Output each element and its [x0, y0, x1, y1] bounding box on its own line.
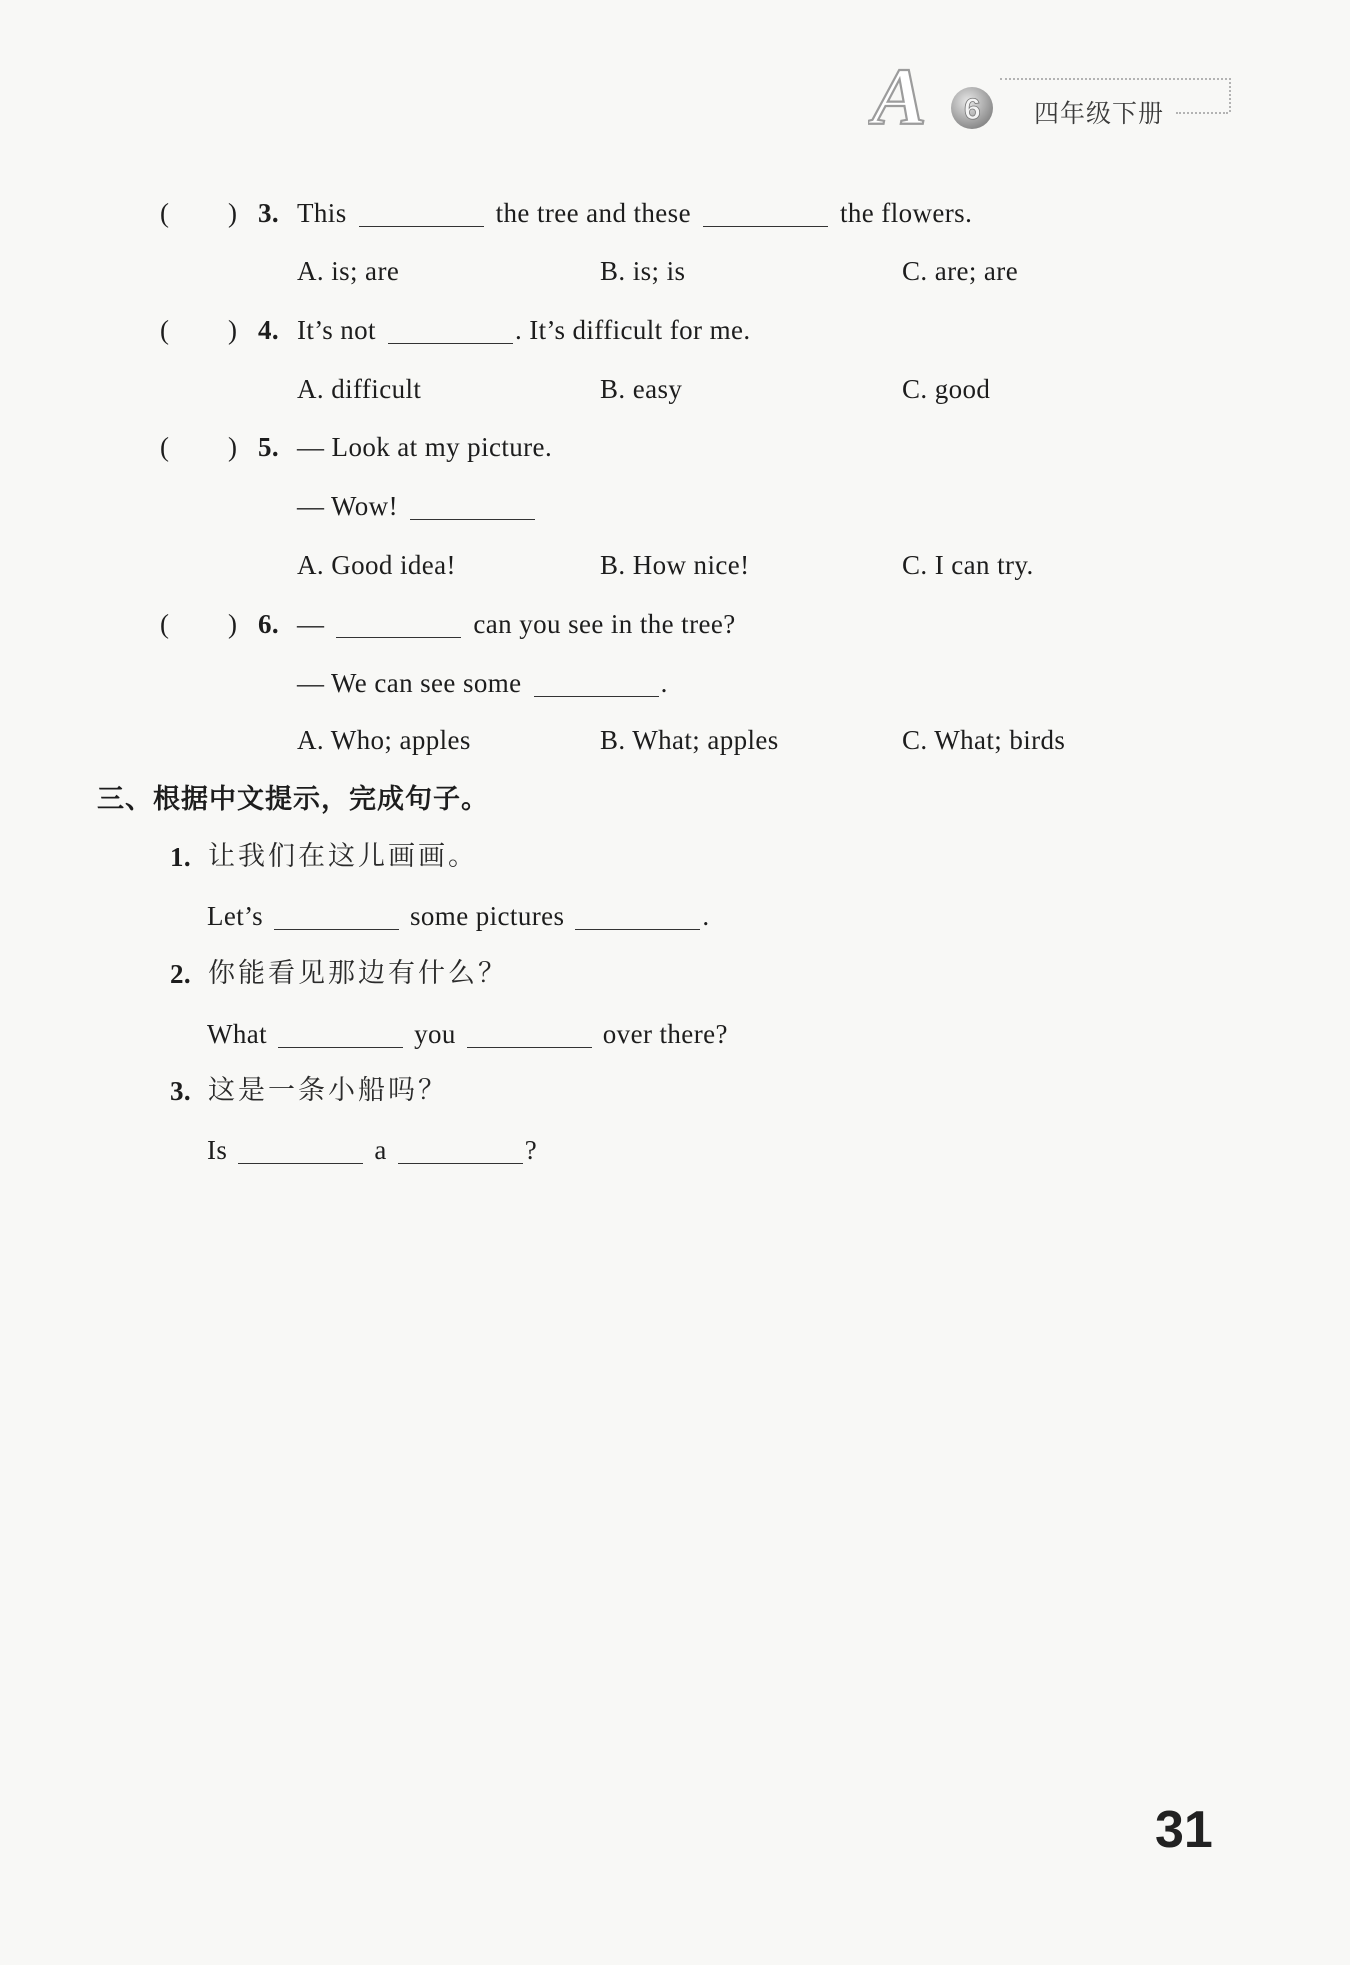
question-number: 3.	[258, 198, 280, 228]
answer-blank	[398, 1141, 523, 1164]
dialogue-line-1: — Look at my picture.	[297, 432, 553, 462]
chinese-prompt: 你能看见那边有什么？	[208, 958, 508, 989]
question-text	[297, 313, 751, 347]
answer-bracket-open: (	[160, 315, 170, 345]
sentence-1-prompt	[0, 840, 1350, 874]
answer-blank	[534, 674, 659, 697]
question-4	[0, 313, 1350, 347]
logo-letter: A	[872, 51, 927, 138]
item-number: 3.	[170, 1076, 192, 1106]
answer-blank	[278, 1025, 403, 1048]
chinese-prompt: 这是一条小船吗？	[208, 1075, 448, 1106]
english-sentence	[207, 1133, 537, 1167]
english-sentence	[207, 899, 710, 933]
question-text	[297, 196, 972, 230]
header-dotted-rule	[1000, 78, 1231, 80]
text-segment: . It’s difficult for me.	[514, 315, 751, 345]
grade-label: 四年级下册	[1034, 99, 1165, 128]
header-dotted-rule-tail	[1176, 112, 1228, 114]
text-segment: Is	[207, 1135, 228, 1165]
text-segment: the flowers.	[839, 198, 973, 228]
question-5	[0, 430, 1350, 464]
text-segment: the tree and these	[495, 198, 691, 228]
text-segment: .	[702, 901, 710, 931]
text-segment: It’s not	[297, 315, 376, 345]
a6-logo	[868, 48, 1008, 138]
question-6-options	[0, 723, 1350, 757]
option-b: B. is; is	[600, 256, 686, 286]
section-3-heading	[0, 783, 1350, 817]
answer-blank	[410, 497, 535, 520]
answer-blank	[336, 615, 461, 638]
answer-bracket-close: )	[228, 432, 238, 462]
text-segment: can you see in the tree?	[473, 609, 736, 639]
text-segment: some pictures	[410, 901, 565, 931]
dialogue-line-2	[297, 489, 547, 523]
text-segment: over there?	[602, 1019, 728, 1049]
answer-blank	[359, 204, 484, 227]
text-segment: you	[414, 1019, 456, 1049]
option-c: C. good	[902, 374, 991, 404]
answer-blank	[467, 1025, 592, 1048]
option-a: A. Who; apples	[297, 725, 471, 755]
text-segment: This	[297, 198, 347, 228]
answer-bracket-open: (	[160, 432, 170, 462]
answer-blank	[703, 204, 828, 227]
text-segment: ?	[524, 1135, 538, 1165]
option-b: B. What; apples	[600, 725, 779, 755]
question-3-options	[0, 254, 1350, 288]
item-number: 2.	[170, 959, 192, 989]
sentence-3-english	[0, 1133, 1350, 1167]
question-6	[0, 607, 1350, 641]
option-b: B. easy	[600, 374, 683, 404]
text-segment: Let’s	[207, 901, 263, 931]
text-segment: a	[374, 1135, 387, 1165]
dialogue-line-2	[297, 666, 668, 700]
question-6-reply	[0, 666, 1350, 700]
option-a: A. is; are	[297, 256, 400, 286]
text-segment: — We can see some	[297, 668, 522, 698]
option-c: C. What; birds	[902, 725, 1066, 755]
sentence-3-prompt	[0, 1074, 1350, 1108]
option-a: A. difficult	[297, 374, 422, 404]
sentence-1-english	[0, 899, 1350, 933]
answer-blank	[575, 907, 700, 930]
question-number: 4.	[258, 315, 280, 345]
question-4-options	[0, 372, 1350, 406]
question-number: 6.	[258, 609, 280, 639]
dialogue-line-1	[297, 607, 736, 641]
question-5-options	[0, 548, 1350, 582]
answer-bracket-close: )	[228, 315, 238, 345]
text-segment: —	[297, 609, 325, 639]
item-number: 1.	[170, 842, 192, 872]
sentence-2-prompt	[0, 957, 1350, 991]
option-c: C. I can try.	[902, 550, 1034, 580]
question-number: 5.	[258, 432, 280, 462]
section-title: 三、根据中文提示，完成句子。	[97, 784, 489, 815]
header-dotted-rule-vertical	[1229, 78, 1231, 112]
option-b: B. How nice!	[600, 550, 750, 580]
page-number: 31	[1155, 1801, 1213, 1859]
answer-bracket-close: )	[228, 609, 238, 639]
answer-blank	[388, 321, 513, 344]
text-segment: — Wow!	[297, 491, 398, 521]
chinese-prompt: 让我们在这儿画画。	[208, 841, 478, 872]
question-5-reply	[0, 489, 1350, 523]
sentence-2-english	[0, 1017, 1350, 1051]
english-sentence	[207, 1017, 728, 1051]
option-a: A. Good idea!	[297, 550, 456, 580]
text-segment: .	[660, 668, 668, 698]
answer-bracket-open: (	[160, 609, 170, 639]
answer-blank	[274, 907, 399, 930]
question-3	[0, 196, 1350, 230]
text-segment: What	[207, 1019, 268, 1049]
answer-blank	[238, 1141, 363, 1164]
option-c: C. are; are	[902, 256, 1019, 286]
logo-number: 6	[964, 93, 981, 126]
answer-bracket-open: (	[160, 198, 170, 228]
answer-bracket-close: )	[228, 198, 238, 228]
